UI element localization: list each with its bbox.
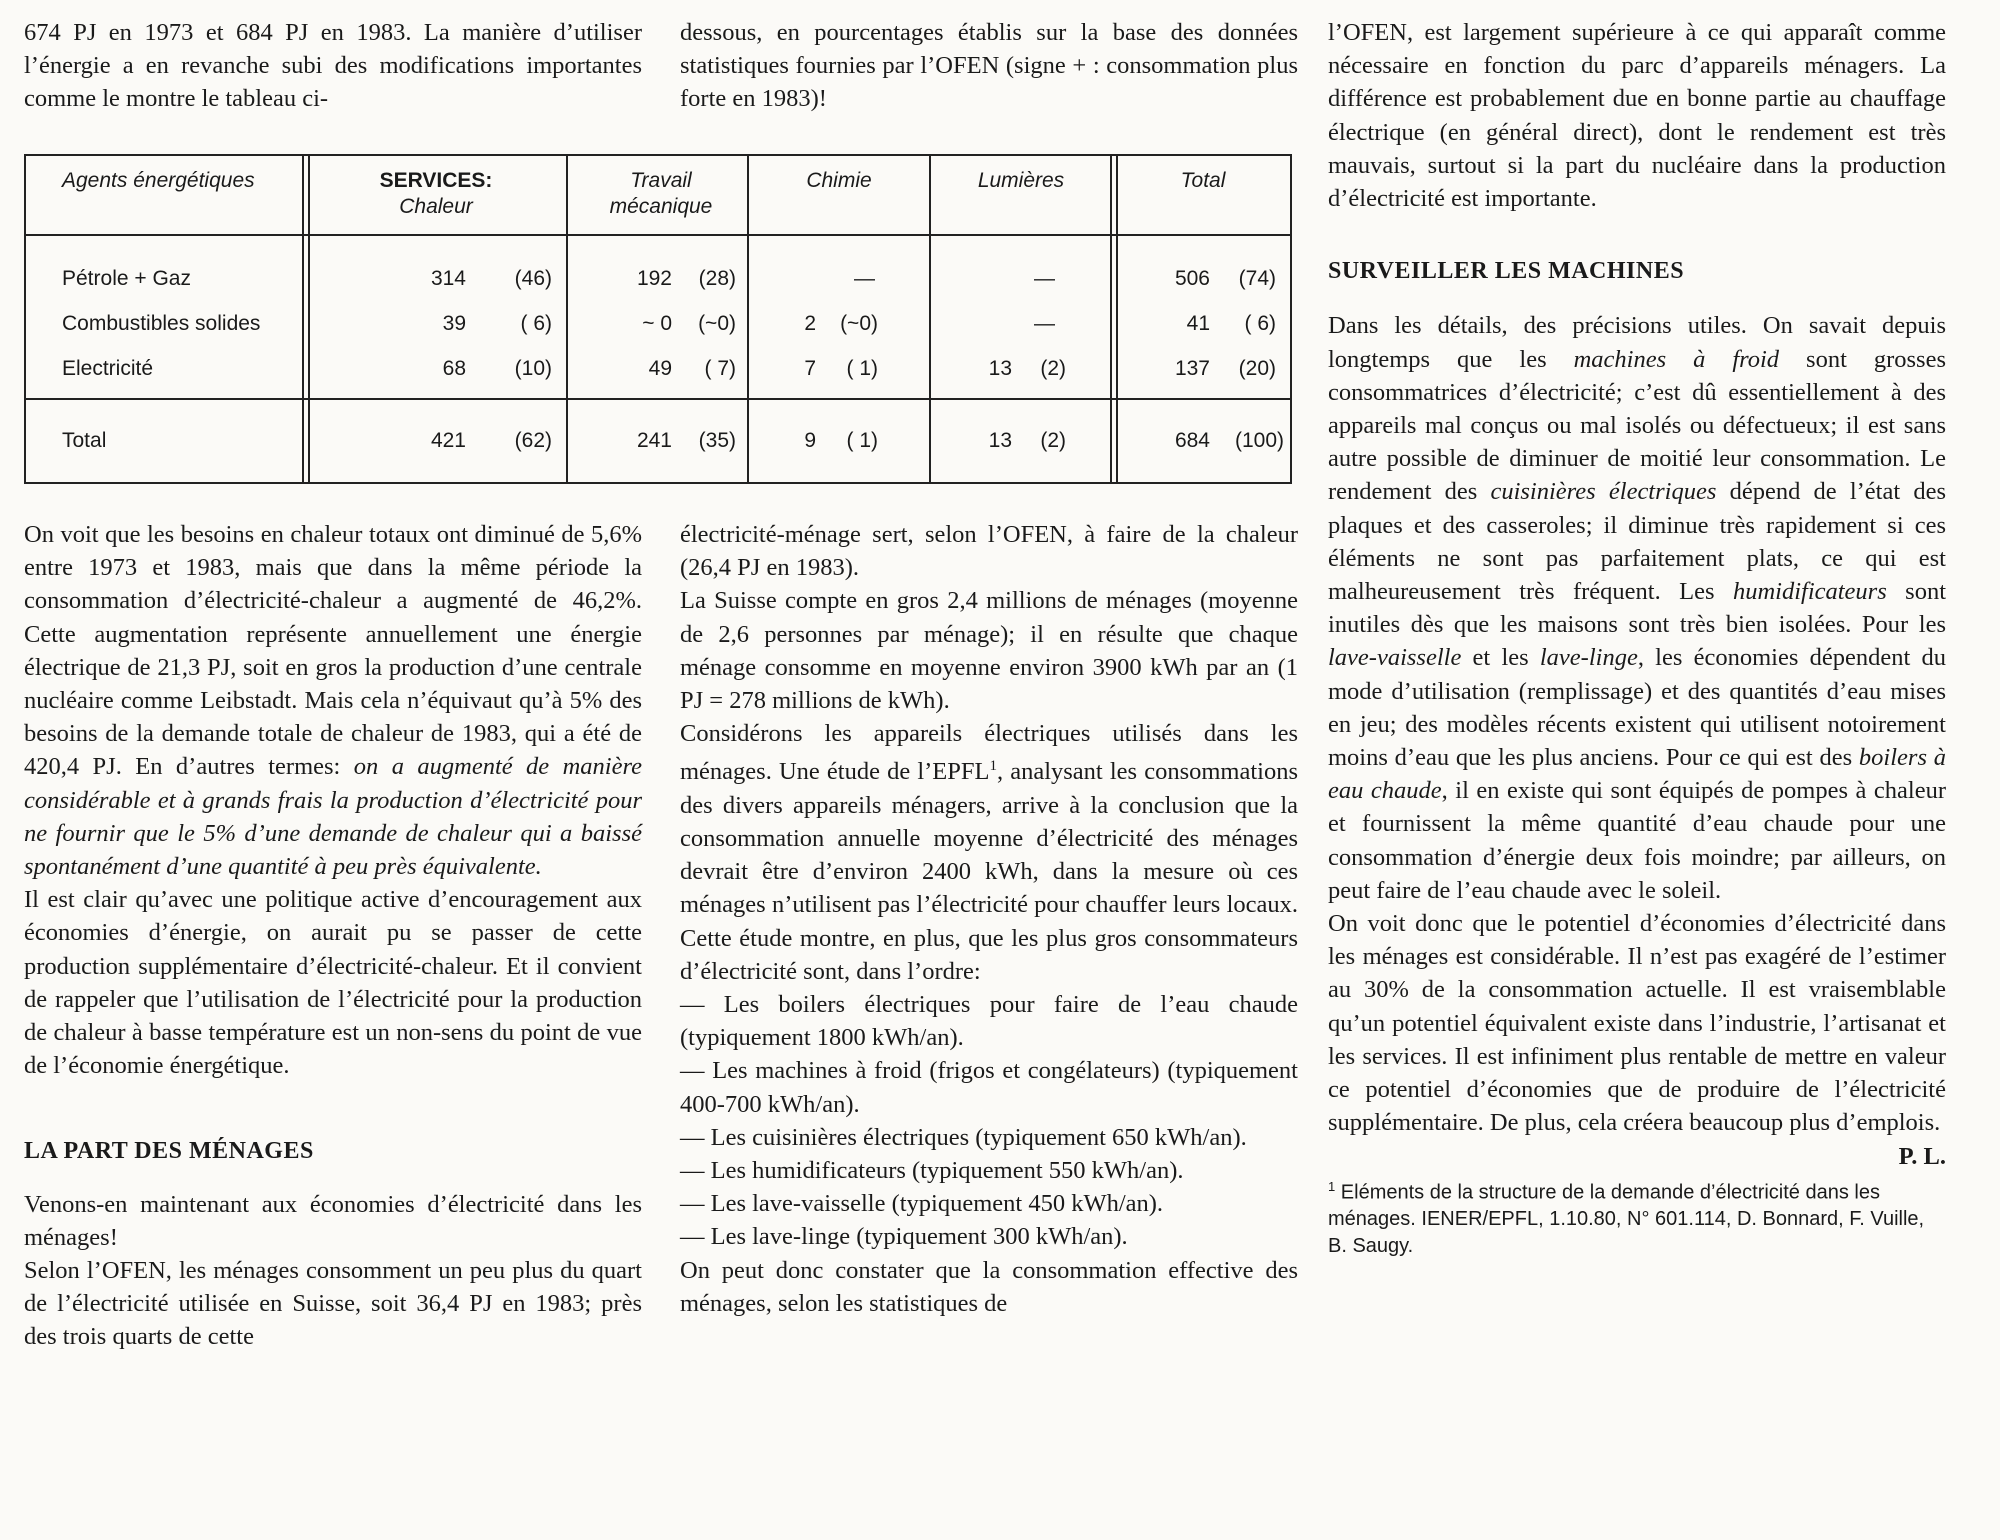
text: , analysant les consommations des divers appareils ménagers, arrive à la conclusion que la consommation annuelle moyenne d’électricité des ménages devrait être d’environ 2400 kWh, dans la mesure où ces ménages n’utilisent pas l’électricité pour chauffer leurs locaux. Cette étude montre, en plus, que les plus gros consommateurs d’électricité sont, dans l’ordre: (680, 758, 1298, 985)
paragraph: Venons-en maintenant aux économies d’électricité dans les ménages! (24, 1190, 642, 1251)
text: sont grosses consommatrices d’électricité; c’est dû essentiellement à des appareils mal conçus ou mal isolés ou défectueux; il est sans autre possible de diminuer de moitié leur consommation. Le rendement des (1328, 345, 1946, 506)
cell-value: — (1034, 267, 1055, 290)
cell-percent: ( 1) (846, 429, 878, 452)
cell-value: 241 (636, 429, 672, 452)
header-lumieres: Lumières (977, 169, 1065, 192)
cell-value: 7 (804, 357, 816, 380)
cell-percent: ( 7) (704, 357, 736, 380)
header-services (308, 168, 564, 220)
table-divider (929, 156, 931, 482)
column-3 (1328, 16, 1946, 1260)
paragraph: Selon l’OFEN, les ménages consomment un peu plus du quart de l’électricité utilisée en Suisse, soit 36,4 PJ en 1983; près des trois quarts de cette (24, 1257, 642, 1351)
cell-percent: ( 6) (520, 312, 552, 335)
paragraph: Il est clair qu’avec une politique active d’encouragement aux économies d’énergie, on aurait pu se passer de cette production supplémentaire d’électricité-chaleur. Et il convient de rappeler que l’utilisation de l’électricité pour la production de chaleur à basse température est un non-sens du point de vue de l’économie énergétique. (24, 886, 642, 1080)
cell-percent: (~0) (840, 312, 878, 335)
row-label: Pétrole + Gaz (62, 267, 191, 290)
cell-percent: (62) (514, 429, 552, 452)
text: sont inutiles dès que les maisons sont très bien isolées. Pour les (1328, 578, 1947, 639)
paragraph: On peut donc constater que la consommation effective des ménages, selon les statistiques de (680, 1256, 1298, 1317)
emphasis-text: boilers à eau chaude (1328, 744, 1946, 805)
cell-value: 684 (1174, 429, 1210, 452)
cell-value: 13 (988, 357, 1012, 380)
column-2 (680, 518, 1298, 1320)
cell-percent: (28) (698, 267, 736, 290)
paragraph (1328, 309, 1946, 907)
header-travail: Travail mécanique (609, 169, 713, 218)
column-2-top-text (680, 16, 1298, 116)
cell-value: 421 (430, 429, 466, 452)
text: Considérons les appareils électriques utilisés dans les ménages. Une étude de l’EPFL (680, 720, 1298, 786)
paragraph: La Suisse compte en gros 2,4 millions de ménages (moyenne de 2,6 personnes par ménage); il en résulte que chaque ménage consomme en moyenne environ 3900 kWh par an (1 PJ = 278 millions de kWh). (680, 587, 1298, 715)
cell-value: 314 (430, 267, 466, 290)
cell-percent: (35) (698, 429, 736, 452)
list-item: — Les cuisinières électriques (typiquement 650 kWh/an). (680, 1123, 1247, 1151)
cell-value: 41 (1186, 312, 1210, 335)
cell-value: 39 (442, 312, 466, 335)
text: dépend de l’état des plaques et des casseroles; il diminue très rapidement si ces éléments ne sont pas parfaitement plats, ce qui est malheureusement très fréquent. Les (1328, 478, 1947, 606)
text: , il en existe qui sont équipés de pompes à chaleur et fournissent la même quantité d’eau chaude pour une consommation d’énergie deux fois moindre; par ailleurs, on peut faire de l’eau chaude avec le soleil. (1328, 777, 1946, 904)
table-divider (26, 234, 1290, 236)
header-total: Total (1180, 169, 1226, 192)
cell-value: 49 (648, 357, 672, 380)
section-heading: LA PART DES MÉNAGES (24, 1138, 314, 1165)
section-heading: SURVEILLER LES MACHINES (1328, 258, 1685, 285)
cell-percent: (10) (514, 357, 552, 380)
cell-percent: (2) (1040, 429, 1066, 452)
table-divider (747, 156, 749, 482)
cell-percent: (46) (514, 267, 552, 290)
footnote-number: 1 (1328, 1178, 1336, 1194)
emphasis-text: cuisinières électriques (1490, 478, 1717, 506)
emphasis-text: machines à froid (1573, 345, 1780, 373)
paragraph: On voit donc que le potentiel d’économies d’électricité dans les ménages est considérable. Il n’est pas exagéré de l’estimer au 30% de la consommation actuelle. Il est vraisemblable qu’un potentiel équivalent existe dans l’industrie, l’artisanat et les services. Il est infiniment plus rentable de mettre en valeur ce potentiel d’économies que de produire de l’électricité supplémentaire. De plus, cela créera beaucoup plus d’emplois. (1328, 910, 1946, 1137)
footnote-text: Eléments de la structure de la demande d’électricité dans les ménages. IENER/EPFL, 1.10.80, N° 601.114, D. Bonnard, F. Vuille, B. Saugy. (1328, 1181, 1925, 1258)
text: , les économies dépendent du mode d’utilisation (remplissage) et des quantités d’eau mises en jeu; des modèles récents existent qui utilisent notoirement moins d’eau que les plus anciens. Pour ce qui est des (1328, 644, 1946, 772)
cell-percent: (2) (1040, 357, 1066, 380)
energy-table (24, 154, 1292, 484)
paragraph: électricité-ménage sert, selon l’OFEN, à faire de la chaleur (26,4 PJ en 1983). (680, 521, 1298, 582)
list-item: — Les humidificateurs (typiquement 550 kWh/an). (680, 1157, 1184, 1185)
table-divider (1110, 156, 1118, 482)
emphasis-text: humidificateurs (1732, 578, 1887, 606)
cell-value: 506 (1174, 267, 1210, 290)
emphasis-text: lave-vaisselle (1328, 644, 1462, 672)
cell-percent: ( 6) (1244, 312, 1276, 335)
emphasis-text: lave-linge (1539, 644, 1638, 672)
text: et les (1461, 644, 1540, 672)
cell-value: — (1034, 312, 1055, 335)
total-row-label: Total (62, 429, 107, 452)
header-services-sub: Chaleur (399, 195, 473, 218)
text: On voit que les besoins en chaleur totaux ont diminué de 5,6% entre 1973 et 1983, mais que dans la même période la consommation d’électricité-chaleur a augmenté de 46,2%. Cette augmentation représente annuellement une énergie électrique de 21,3 PJ, soit en gros la production d’une centrale nucléaire comme Leibstadt. Mais cela n’équivaut qu’à 5% des besoins de la demande totale de chaleur de 1983, qui a été de 420,4 PJ. En d’autres termes: (24, 521, 642, 781)
table-divider (26, 398, 1290, 400)
row-label: Electricité (62, 357, 154, 380)
list-item: — Les lave-vaisselle (typiquement 450 kWh/an). (680, 1190, 1164, 1218)
paragraph: dessous, en pourcentages établis sur la base des données statistiques fournies par l’OFEN (signe + : consommation plus forte en 1983)! (680, 19, 1298, 113)
cell-value: ~ 0 (642, 312, 672, 335)
cell-percent: (100) (1234, 429, 1284, 452)
footnote-ref: 1 (989, 758, 997, 775)
cell-value: 2 (804, 312, 816, 335)
header-services-label: SERVICES: (379, 169, 493, 192)
cell-value: — (854, 267, 875, 290)
cell-percent: (74) (1238, 267, 1276, 290)
cell-value: 9 (804, 429, 816, 452)
paragraph: l’OFEN, est largement supérieure à ce qui apparaît comme nécessaire en fonction du parc d’appareils ménagers. La différence est probablement due en bonne partie au chauffage électrique (en général direct), dont le rendement est très mauvais, surtout si la part du nucléaire dans la production d’électricité est importante. (1328, 19, 1946, 213)
paragraph (680, 717, 1298, 988)
cell-value: 192 (636, 267, 672, 290)
row-label: Combustibles solides (62, 312, 261, 335)
author-signature: P. L. (1898, 1142, 1946, 1170)
cell-percent: ( 1) (846, 357, 878, 380)
cell-percent: (~0) (698, 312, 736, 335)
column-1 (24, 518, 642, 1354)
column-1-top-text (24, 16, 642, 116)
table-divider (566, 156, 568, 482)
header-agents: Agents énergétiques (62, 169, 255, 192)
text: Dans les détails, des précisions utiles. On savait depuis longtemps que les (1328, 312, 1946, 373)
list-item: — Les boilers électriques pour faire de l’eau chaude (typiquement 1800 kWh/an). (680, 991, 1298, 1052)
cell-percent: (20) (1238, 357, 1276, 380)
list-item: — Les lave-linge (typiquement 300 kWh/an). (680, 1223, 1128, 1251)
header-chimie: Chimie (806, 169, 872, 192)
emphasis-text: on a augmenté de manière considérable et à grands frais la production d’électricité pour ne fournir que le 5% d’une demande de chaleur qui a baissé spontanément d’une quantité à peu près équivalente. (24, 753, 642, 881)
paragraph: 674 PJ en 1973 et 684 PJ en 1983. La manière d’utiliser l’énergie a en revanche subi des modifications importantes comme le montre le tableau ci- (24, 19, 642, 113)
list-item: — Les machines à froid (frigos et congélateurs) (typiquement 400-700 kWh/an). (680, 1057, 1298, 1118)
cell-value: 13 (988, 429, 1012, 452)
cell-value: 137 (1174, 357, 1210, 380)
paragraph (24, 518, 642, 883)
footnote (1328, 1173, 1946, 1261)
cell-value: 68 (442, 357, 466, 380)
